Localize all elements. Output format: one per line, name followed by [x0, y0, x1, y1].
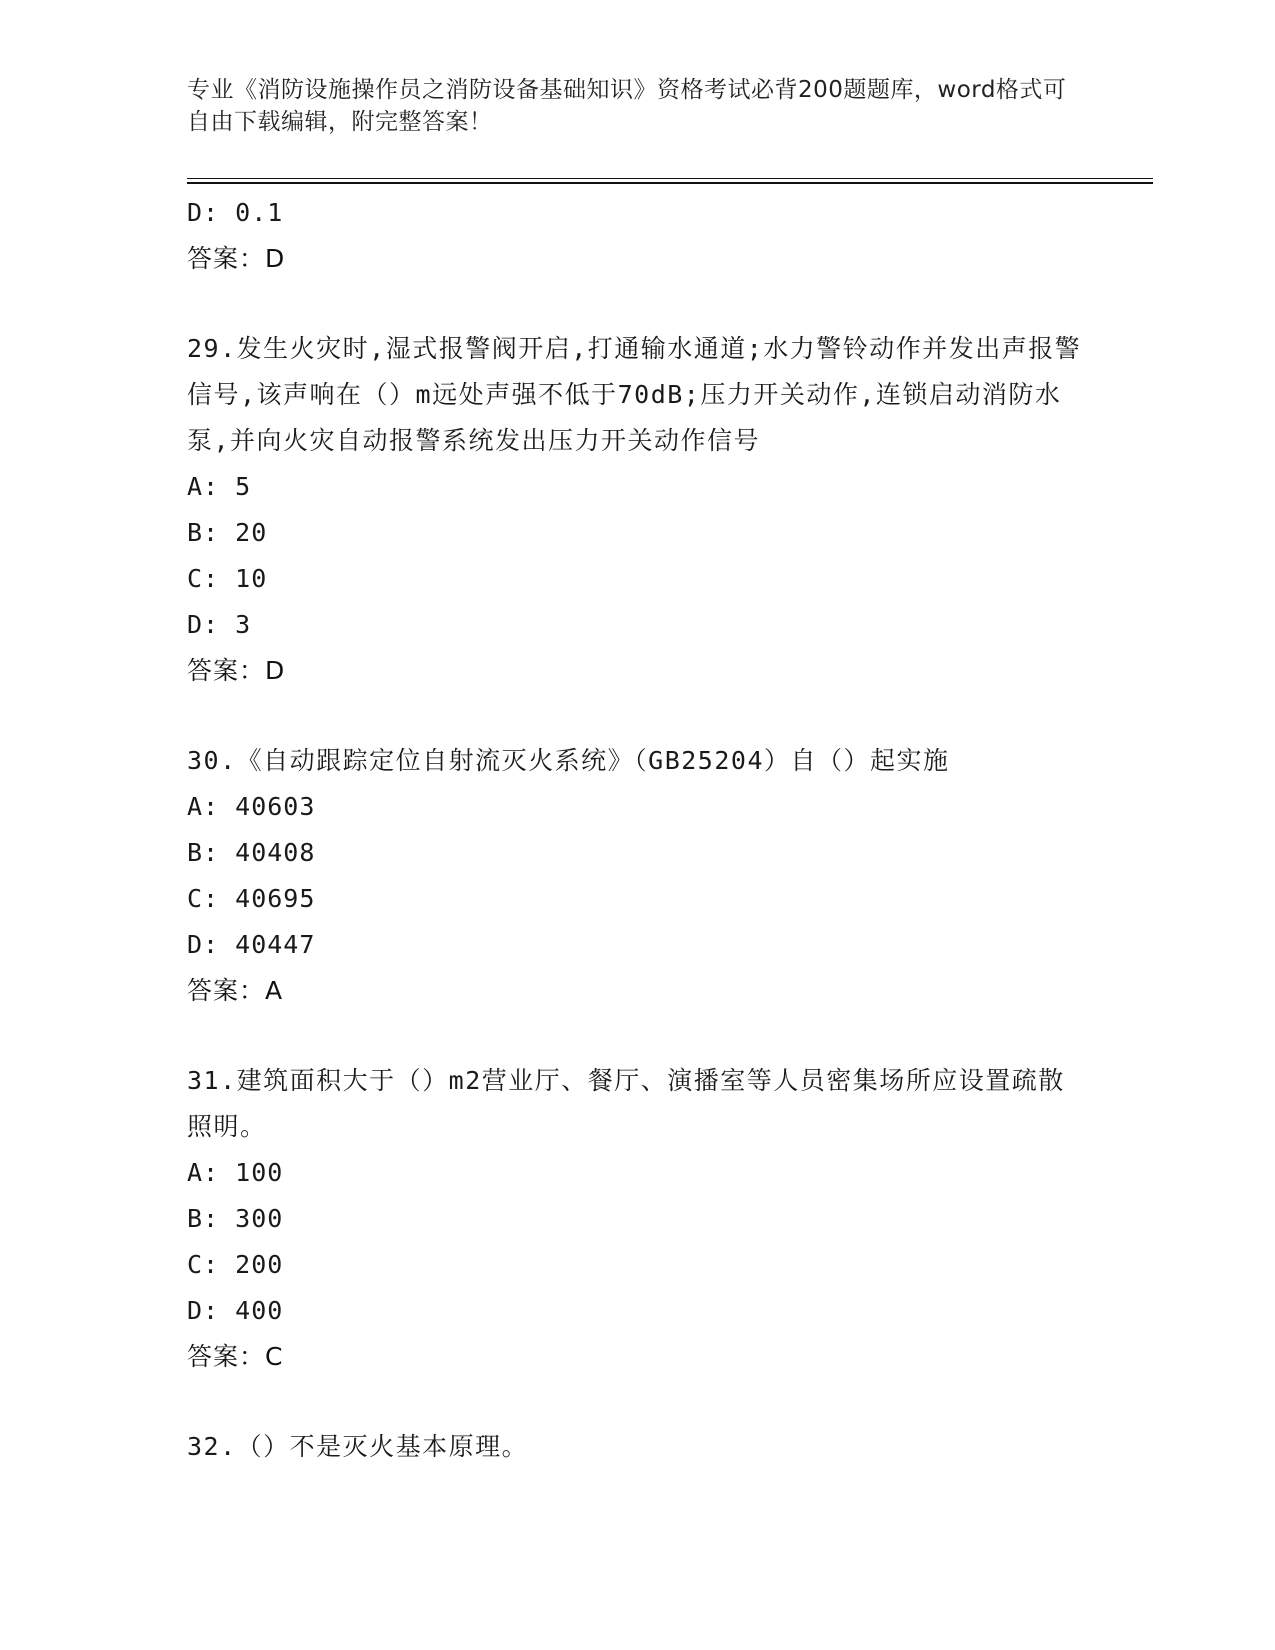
- question-30-option-c: C: 40695: [187, 884, 316, 913]
- option-d: D: 0.1: [187, 198, 284, 227]
- spacer: [187, 1380, 1087, 1424]
- question-30-text: 30.《自动跟踪定位自射流灭火系统》（GB25204）自（）起实施: [187, 746, 950, 775]
- question-31-option-c: C: 200: [187, 1250, 284, 1279]
- question-29-option-c: C: 10: [187, 564, 268, 593]
- spacer: [187, 694, 1087, 738]
- question-29-answer: 答案：D: [187, 656, 286, 685]
- document-body: [187, 190, 1087, 1470]
- question-31-answer: 答案：C: [187, 1342, 284, 1371]
- header-rule-thin: [187, 178, 1153, 179]
- question-29-option-a: A: 5: [187, 472, 252, 501]
- spacer: [187, 1014, 1087, 1058]
- document-header: 专业《消防设施操作员之消防设备基础知识》资格考试必背200题题库，word格式可自由下载编辑，附完整答案！: [187, 77, 1067, 135]
- question-29-option-d: D: 3: [187, 610, 252, 639]
- question-31-option-b: B: 300: [187, 1204, 284, 1233]
- header-rule-thick: [187, 182, 1153, 184]
- question-32-text: 32.（）不是灭火基本原理。: [187, 1432, 529, 1461]
- question-31-option-a: A: 100: [187, 1158, 284, 1187]
- question-30-option-a: A: 40603: [187, 792, 316, 821]
- question-31-text: 31.建筑面积大于（）m2营业厅、餐厅、演播室等人员密集场所应设置疏散照明。: [187, 1066, 1065, 1141]
- answer: 答案：D: [187, 244, 286, 273]
- spacer: [187, 282, 1087, 326]
- question-30-answer: 答案：A: [187, 976, 284, 1005]
- question-31-option-d: D: 400: [187, 1296, 284, 1325]
- question-29-text: 29.发生火灾时,湿式报警阀开启,打通输水通道;水力警铃动作并发出声报警信号,该声响在（）m远处声强不低于70dB;压力开关动作,连锁启动消防水泵,并向火灾自动报警系统发出压力开关动作信号: [187, 334, 1082, 455]
- question-29-option-b: B: 20: [187, 518, 268, 547]
- question-30-option-b: B: 40408: [187, 838, 316, 867]
- question-30-option-d: D: 40447: [187, 930, 316, 959]
